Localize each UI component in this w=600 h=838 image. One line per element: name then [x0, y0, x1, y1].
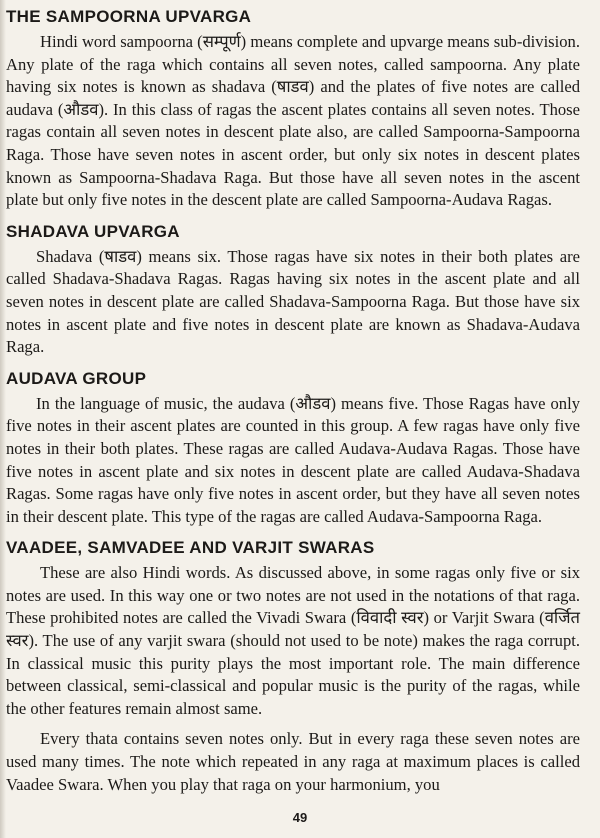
section-paragraph: In the language of music, the audava (औडव) means five. Those Ragas have only five notes in their ascent plates are counted in this group. A few ragas have only five notes in their both plates. These ragas are called Audava-Audava Ragas. Those have five notes in ascent plate and six notes in descent plate are called Audava-Shadava Ragas. Some ragas have only five notes in ascent order, but they have all seven notes in their descent plate. This type of the ragas are called Audava-Sampoorna Raga.	[6, 393, 580, 526]
section-sampoorna-upvarga	[6, 6, 580, 212]
section-paragraph: These are also Hindi words. As discussed above, in some ragas only five or six notes are used. In this way one or two notes are not used in the notations of that raga. These prohibited notes are called the Vivadi Swara (विवादी स्वर) or Varjit Swara (वर्जित स्वर). The use of any varjit swara (should not used to be note) makes the raga corrupt. In classical music this purity plays the most important role. The main difference between classical, semi-classical and popular music is the purity of the ragas, while the other features remain almost same.	[6, 563, 580, 718]
page-number: 49	[292, 810, 308, 825]
section-paragraph: Shadava (षाडव) means six. Those ragas have six notes in their both plates are called Shadava-Shadava Ragas. Ragas having six notes in the ascent plate and all seven notes in descent plate are called Shadava-Sampoorna Raga. But those have six notes in ascent plate and five notes in descent plate are known as Shadava-Audava Raga.	[6, 246, 580, 357]
section-shadava-upvarga	[6, 221, 580, 359]
section-heading: THE SAMPOORNA UPVARGA	[6, 7, 252, 26]
section-heading: SHADAVA UPVARGA	[6, 221, 180, 241]
section-paragraph: Hindi word sampoorna (सम्पूर्ण) means complete and upvarge means sub-division. Any plate of the raga which contains all seven notes, called sampoorna. Any plate having six notes is known as shadava (षाडव) and the plates of five notes are called audava (औडव). In this class of ragas the ascent plates contains all seven notes. Those ragas contain all seven notes in descent plate also, are called Sampoorna-Sampoorna Raga. Those have seven notes in ascent order, but only six notes in descent plates known as Sampoorna-Shadava Raga. But those have all seven notes in the ascent plate but only five notes in the descent plate are called Sampoorna-Audava Ragas.	[6, 32, 580, 210]
section-audava-group	[6, 368, 580, 529]
section-vaadee-samvadee-varjit	[6, 537, 580, 796]
section-heading: VAADEE, SAMVADEE AND VARJIT SWARAS	[6, 538, 375, 558]
section-paragraph: Every thata contains seven notes only. But in every raga these seven notes are used many times. The note which repeated in any raga at maximum places is called Vaadee Swara. When you play that raga on your harmonium, you	[6, 729, 580, 794]
section-heading: AUDAVA GROUP	[6, 368, 147, 388]
book-page-content	[6, 6, 580, 805]
